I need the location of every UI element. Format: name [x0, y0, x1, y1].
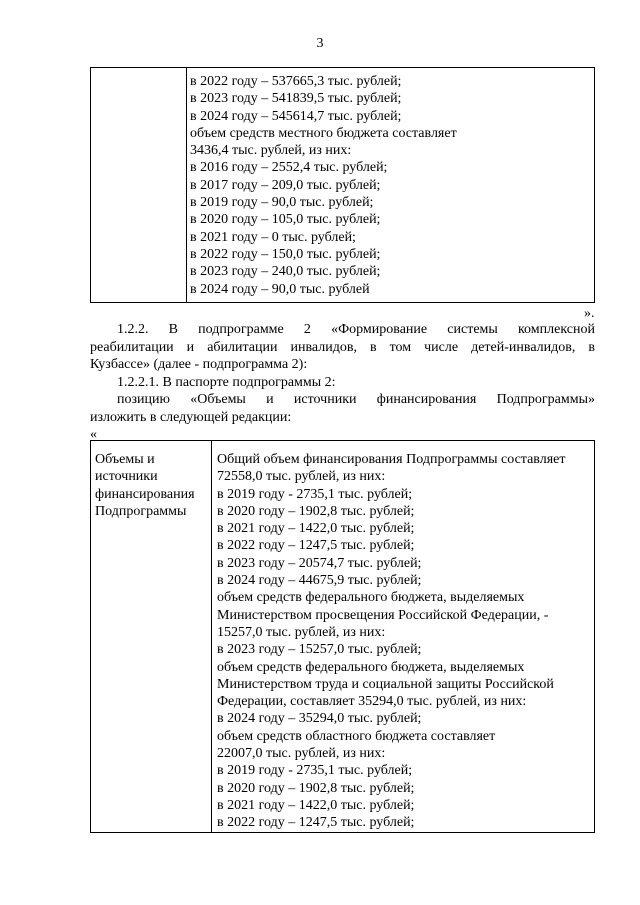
funding-line: в 2024 году – 44675,9 тыс. рублей;: [217, 573, 422, 589]
funding-line: объем средств областного бюджета составляет: [217, 728, 496, 744]
funding-label-cell: [95, 451, 207, 520]
column-divider: [211, 441, 212, 832]
label-line: источники: [95, 469, 158, 485]
closing-quote: ».: [584, 306, 595, 321]
funding-line: в 2020 году – 1902,8 тыс. рублей;: [217, 503, 415, 519]
funding-line: в 2019 году - 2735,1 тыс. рублей;: [217, 486, 413, 502]
funding-value-cell: [217, 451, 590, 832]
funding-line: Министерством просвещения Российской Федерации, -: [217, 607, 549, 623]
funding-line: в 2019 году – 90,0 тыс. рублей;: [190, 195, 374, 211]
funding-line: Федерации, составляет 35294,0 тыс. рублей, из них:: [217, 694, 527, 710]
paragraph-subprogram-2: 1.2.2. В подпрограмме 2 «Формирование системы комплексной: [117, 322, 595, 337]
funding-table-continued: [90, 67, 595, 303]
funding-line: объем средств федерального бюджета, выделяемых: [217, 590, 525, 606]
opening-quote: «: [90, 427, 97, 442]
funding-line: в 2020 году – 1902,8 тыс. рублей;: [217, 780, 415, 796]
funding-line: объем средств федерального бюджета, выделяемых: [217, 659, 525, 675]
label-line: Объемы и: [95, 452, 155, 467]
funding-line: в 2019 году - 2735,1 тыс. рублей;: [217, 763, 413, 779]
funding-line: 22007,0 тыс. рублей, из них:: [217, 746, 386, 762]
funding-line: в 2023 году – 240,0 тыс. рублей;: [190, 264, 381, 280]
funding-line: 72558,0 тыс. рублей, из них:: [217, 469, 386, 485]
funding-line: Общий объем финансирования Подпрограммы составляет: [217, 452, 566, 467]
paragraph-position-end: изложить в следующей редакции:: [90, 409, 292, 425]
funding-line: в 2020 году – 105,0 тыс. рублей;: [190, 212, 381, 228]
funding-line: в 2024 году – 545614,7 тыс. рублей;: [190, 108, 402, 124]
funding-line: в 2023 году – 15257,0 тыс. рублей;: [217, 642, 422, 658]
funding-line: в 2022 году – 150,0 тыс. рублей;: [190, 246, 381, 262]
paragraph-subprogram-2-end: Кузбассе» (далее - подпрограмма 2):: [90, 357, 308, 372]
funding-line: 3436,4 тыс. рублей, из них:: [190, 143, 352, 159]
funding-line: объем средств местного бюджета составляет: [190, 125, 457, 141]
funding-table-subprogram-2: [90, 440, 595, 833]
funding-line: в 2023 году – 20574,7 тыс. рублей;: [217, 555, 422, 571]
label-line: финансирования: [95, 486, 195, 502]
funding-line: 15257,0 тыс. рублей, из них:: [217, 624, 386, 640]
column-divider: [186, 68, 187, 302]
funding-line: в 2024 году – 90,0 тыс. рублей: [190, 281, 370, 297]
body-text: [90, 321, 595, 444]
paragraph-passport: 1.2.2.1. В паспорте подпрограммы 2:: [117, 374, 336, 390]
funding-line: в 2022 году – 1247,5 тыс. рублей;: [217, 538, 415, 554]
funding-cell: [190, 73, 590, 298]
funding-line: в 2022 году – 537665,3 тыс. рублей;: [190, 74, 402, 89]
funding-line: в 2021 году – 1422,0 тыс. рублей;: [217, 521, 415, 537]
funding-line: в 2017 году – 209,0 тыс. рублей;: [190, 177, 381, 193]
funding-line: в 2023 году – 541839,5 тыс. рублей;: [190, 91, 402, 107]
paragraph-position: позицию «Объемы и источники финансирования Подпрограммы»: [117, 392, 595, 407]
funding-line: Министерством труда и социальной защиты Российской: [217, 676, 554, 692]
label-line: Подпрограммы: [95, 503, 187, 519]
paragraph-subprogram-2-cont: реабилитации и абилитации инвалидов, в том числе детей-инвалидов, в: [90, 339, 595, 355]
funding-line: в 2022 году – 1247,5 тыс. рублей;: [217, 815, 415, 831]
funding-line: в 2021 году – 1422,0 тыс. рублей;: [217, 797, 415, 813]
funding-line: в 2024 году – 35294,0 тыс. рублей;: [217, 711, 422, 727]
funding-line: в 2021 году – 0 тыс. рублей;: [190, 229, 356, 245]
page-number: 3: [316, 36, 324, 51]
funding-line: в 2016 году – 2552,4 тыс. рублей;: [190, 160, 388, 176]
